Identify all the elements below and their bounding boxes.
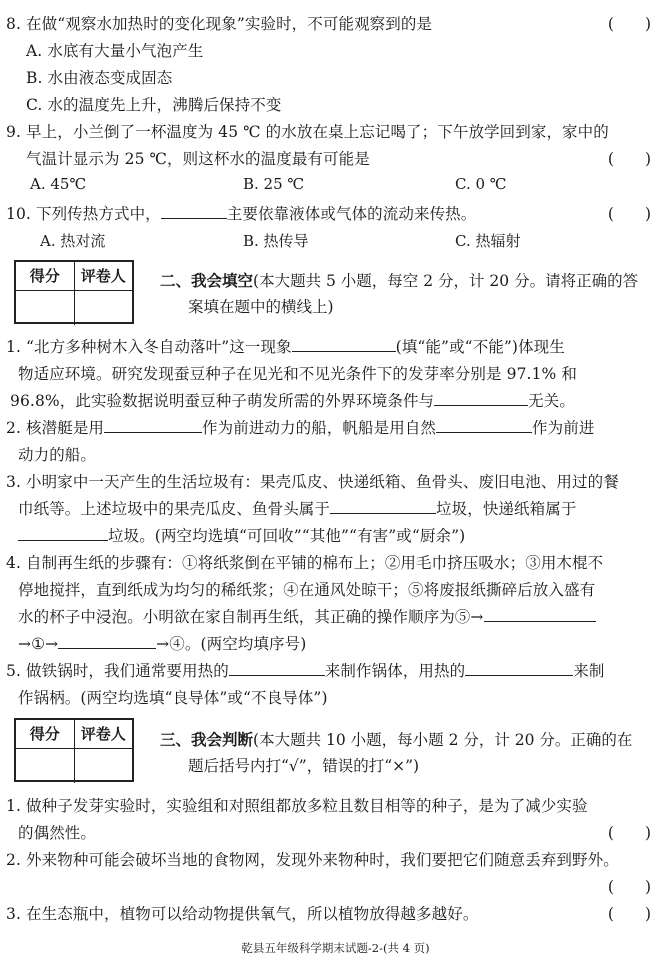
q8-option-c: C. 水的温度先上升，沸腾后保持不变: [26, 96, 282, 114]
judge-q1-line2: 的偶然性。: [18, 824, 97, 842]
reviewer-label: 评卷人: [74, 262, 133, 290]
fill-q5-text-c: 来制: [573, 662, 605, 680]
fill-q3-line2: [18, 497, 657, 521]
fill-q4-text-b: →①→: [18, 635, 59, 653]
q10-option-a: A. 热对流: [40, 232, 106, 250]
fill-q1-blank2[interactable]: [434, 389, 528, 406]
q9-option-c: C. 0 ℃: [455, 175, 507, 193]
fill-q1-text-c: 96.8%，此实验数据说明蚕豆种子萌发所需的外界环境条件与: [10, 392, 435, 410]
q10-blank[interactable]: [161, 202, 227, 219]
fill-q3-blank1[interactable]: [330, 497, 436, 514]
grader-box-section2: [14, 260, 134, 324]
fill-q5-text-a: 5. 做铁锅时，我们通常要用热的: [6, 662, 229, 680]
fill-q4-text-a: 水的杯子中浸泡。小明欲在家自制再生纸，其正确的操作顺序为⑤→: [18, 608, 484, 626]
section2-title: 二、我会填空: [160, 272, 254, 290]
grader-box-section3: [14, 718, 134, 782]
fill-q2-text-a: 2. 核潜艇是用: [6, 419, 105, 437]
section2-desc-line2: 案填在题中的横线上): [188, 298, 334, 316]
fill-q1-blank1[interactable]: [292, 335, 396, 352]
judge-q3-line1: 3. 在生态瓶中，植物可以给动物提供氧气，所以植物放得越多越好。: [6, 905, 479, 923]
q10-answer-paren[interactable]: ( ): [607, 205, 651, 223]
fill-q4-blank1[interactable]: [484, 605, 596, 622]
fill-q3-line3: [18, 524, 657, 548]
q9-stem-line2: 气温计显示为 25 ℃，则这杯水的温度最有可能是: [26, 150, 370, 168]
q8-stem: 8. 在做“观察水加热时的变化现象”实验时，不可能观察到的是: [6, 15, 433, 33]
fill-q1-text-a: 1. “北方多种树木入冬自动落叶”这一现象: [6, 338, 292, 356]
score-label: 得分: [29, 267, 60, 285]
q9-option-a: A. 45℃: [30, 175, 87, 193]
fill-q4-line4: [18, 632, 657, 656]
fill-q2-text-b: 作为前进动力的船，帆船是用自然: [202, 419, 437, 437]
page-footer: 乾县五年级科学期末试题-2-(共 4 页): [241, 941, 430, 955]
section2-header: [160, 268, 657, 320]
fill-q3-line1: 3. 小明家中一天产生的生活垃圾有：果壳瓜皮、快递纸箱、鱼骨头、废旧电池、用过的餐: [6, 473, 619, 491]
reviewer-label: 评卷人: [74, 720, 133, 748]
q10-stem-pre: 10. 下列传热方式中，: [6, 205, 161, 223]
fill-q4-blank2[interactable]: [58, 632, 156, 649]
section2-desc-line1: (本大题共 5 小题，每空 2 分，计 20 分。请将正确的答: [253, 272, 639, 290]
fill-q1-line2: 物适应环境。研究发现蚕豆种子在见光和不见光条件下的发芽率分别是 97.1% 和: [18, 365, 577, 383]
fill-q2-blank1[interactable]: [104, 416, 202, 433]
judge-q1-line1: 1. 做种子发芽实验时，实验组和对照组都放多粒且数目相等的种子，是为了减少实验: [6, 797, 588, 815]
q10-stem: [6, 202, 657, 226]
fill-q5-line2: 作锅柄。(两空均选填“良导体”或“不良导体”): [18, 689, 328, 707]
q8-answer-paren[interactable]: ( ): [607, 15, 651, 33]
fill-q4-line1: 4. 自制再生纸的步骤有：①将纸浆倒在平铺的棉布上；②用毛巾挤压吸水；③用木棍不: [6, 554, 604, 572]
fill-q1-line3: [10, 389, 657, 413]
fill-q4-text-c: →④。(两空均填序号): [156, 635, 307, 653]
score-label: 得分: [29, 725, 60, 743]
section3-header: [160, 727, 657, 779]
fill-q2-blank2[interactable]: [436, 416, 532, 433]
q9-answer-paren[interactable]: ( ): [607, 150, 651, 168]
judge-q2-answer-paren[interactable]: ( ): [607, 878, 651, 896]
judge-q3-answer-paren[interactable]: ( ): [607, 905, 651, 923]
fill-q2-text-c: 作为前进: [532, 419, 595, 437]
q10-stem-post: 主要依靠液体或气体的流动来传热。: [226, 205, 477, 223]
score-cell[interactable]: [16, 291, 74, 325]
section3-desc-line1: (本大题共 10 小题，每小题 2 分，计 20 分。正确的在: [253, 731, 633, 749]
judge-q2-line1: 2. 外来物种可能会破坏当地的食物网，发现外来物种时，我们要把它们随意丢弃到野外。: [6, 851, 619, 869]
fill-q4-line3: [18, 605, 657, 629]
q9-stem-line1: 9. 早上，小兰倒了一杯温度为 45 ℃ 的水放在桌上忘记喝了；下午放学回到家，家中的: [6, 123, 609, 141]
q9-option-b: B. 25 ℃: [243, 175, 305, 193]
fill-q3-text-c: 垃圾。(两空均选填“可回收”“其他”“有害”或“厨余”): [108, 527, 466, 545]
fill-q3-blank2[interactable]: [18, 524, 108, 541]
q8-option-b: B. 水由液态变成固态: [26, 69, 173, 87]
fill-q5-line1: [6, 659, 657, 683]
section3-title: 三、我会判断: [160, 731, 254, 749]
score-cell[interactable]: [16, 749, 74, 783]
q10-option-c: C. 热辐射: [455, 232, 521, 250]
fill-q5-text-b: 来制作锅体，用热的: [324, 662, 466, 680]
reviewer-cell[interactable]: [74, 749, 133, 783]
reviewer-cell[interactable]: [74, 291, 133, 325]
q8-option-a: A. 水底有大量小气泡产生: [26, 42, 204, 60]
q10-option-b: B. 热传导: [243, 232, 309, 250]
fill-q2-line2: 动力的船。: [18, 446, 97, 464]
fill-q1-line1: [6, 335, 657, 359]
fill-q5-blank2[interactable]: [465, 659, 573, 676]
fill-q4-line2: 停地搅拌，直到纸成为均匀的稀纸浆；④在通风处晾干；⑤将废报纸撕碎后放入盛有: [18, 581, 596, 599]
fill-q1-text-b: (填“能”或“不能”)体现生: [395, 338, 565, 356]
fill-q1-text-d: 无关。: [528, 392, 575, 410]
fill-q3-text-b: 垃圾，快递纸箱属于: [436, 500, 577, 518]
judge-q1-answer-paren[interactable]: ( ): [607, 824, 651, 842]
section3-desc-line2: 题后括号内打“√”，错误的打“×”): [188, 757, 420, 775]
fill-q2-line1: [6, 416, 657, 440]
fill-q3-text-a: 巾纸等。上述垃圾中的果壳瓜皮、鱼骨头属于: [18, 500, 331, 518]
fill-q5-blank1[interactable]: [229, 659, 325, 676]
